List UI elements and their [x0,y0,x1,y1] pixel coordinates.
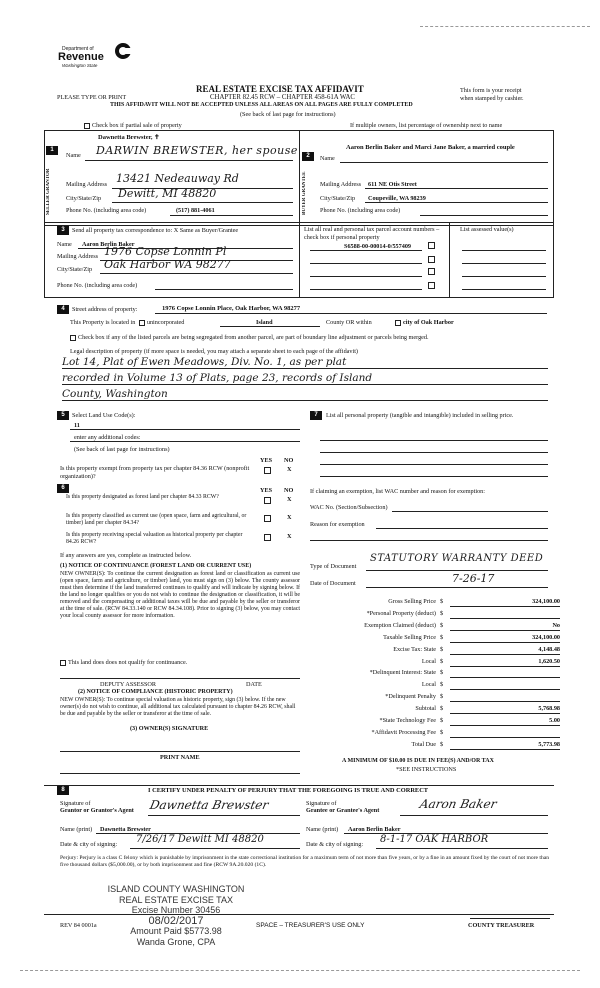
corr-city-value: Oak Harbor WA 98277 [104,258,231,271]
assessed-line-2 [462,263,546,264]
legal-line-2: recorded in Volume 13 of Plats, page 23, records of Island [62,372,373,384]
tax-row-value [450,681,560,690]
county-payment-stamp [96,884,256,947]
pp-line-2 [320,452,548,453]
tax-row-value: 4,148.48 [450,646,560,655]
s6-any-yes: If any answers are yes, complete as instructed below. [60,552,192,559]
located-row [70,319,184,326]
certify-heading: I CERTIFY UNDER PENALTY OF PERJURY THAT THE FOREGOING IS TRUE AND CORRECT [148,787,429,794]
tax-row-currency: $ [440,705,444,713]
exemption-heading: If claiming an exemption, list WAC number and reason for exemption: [310,488,485,495]
s6-q1: Is this property designated as forest land per chapter 84.33 RCW? [66,494,219,500]
tax-row [310,669,560,679]
tax-row [310,681,560,691]
print-name-line [60,773,300,774]
located-prefix: This Property is located in [70,319,136,326]
grantor-date-line [130,848,300,849]
partial-sale-row [84,122,182,129]
wac-label: WAC No. (Section/Subsection) [310,504,388,511]
tax-row-label: *State Technology Fee [379,717,436,724]
seller-name-typed: Dawnetta Brewster, ✝ [98,134,160,141]
pp-line-3 [320,464,548,465]
corr-phone-line [155,289,293,290]
grantor-name-label: Name (print) [60,826,93,833]
buyer-mailing-value: 611 NE Otis Street [368,181,417,188]
tax-row-currency: $ [440,645,444,653]
grantor-date-label: Date & city of signing: [60,841,118,848]
parcel-line-2 [310,263,422,264]
partial-sale-label: Check box if partial sale of property [92,122,182,129]
grantee-name-value: Aaron Berlin Baker [348,826,401,833]
county-treasurer-label: COUNTY TREASURER [468,922,535,929]
form-subtitle: CHAPTER 82.45 RCW – CHAPTER 458-61A WAC [210,94,355,101]
exempt-yes-checkbox[interactable] [264,467,271,474]
top-edge-rule [420,26,590,27]
tax-row [310,717,560,727]
buyer-mailing-line [365,188,548,189]
tax-row-label: Gross Selling Price [388,598,436,605]
agency-line2: Washington State [62,63,98,68]
tax-row-label: *Affidavit Processing Fee [371,728,436,736]
assessed-line-1 [462,250,546,251]
legal-label: Legal description of property (if more space is needed, you may attach a separate sheet to each page of the affidavit) [70,348,358,355]
tax-row-value [450,729,560,738]
tax-row-currency: $ [440,657,444,665]
dor-swirl-icon [114,42,132,60]
s6-q3-yes-checkbox[interactable] [264,534,271,541]
tax-row-value: 5,768.98 [450,705,560,714]
grantee-sig-label-1: Signature of [306,800,337,807]
stamp-line-6: Wanda Grone, CPA [136,936,216,947]
grantor-sig-label-2: Grantor or Grantor's Agent [60,807,134,814]
tax-row-currency: $ [440,621,444,629]
grantee-name-label: Name (print) [306,826,339,833]
exemption-reason-line-2 [310,540,548,541]
seller-mailing-value: 13421 Nedeauway Rd [116,172,239,185]
s6-yes-header: YES [260,487,273,494]
pp-line-4 [320,476,548,477]
land-does-checkbox[interactable] [60,660,66,666]
parcel-checkbox-4[interactable] [428,282,435,289]
exemption-reason-line [376,528,548,529]
tax-row-value: 5,773.98 [450,741,560,750]
grantor-sig-label-1: Signature of [60,800,91,807]
tax-row-label: Subtotal [415,705,436,713]
agency-logo-text: Revenue [58,51,104,63]
completion-warning: THIS AFFIDAVIT WILL NOT BE ACCEPTED UNLESS ALL AREAS ON ALL PAGES ARE FULLY COMPLETED [110,102,413,108]
tax-row-value: 5.00 [450,717,560,726]
parcel-line-4 [310,289,422,290]
seller-city-label: City/State/Zip [66,195,102,202]
exempt-answer: X [287,466,292,473]
grantee-sig-line [400,815,548,816]
land-use-yes-header: YES [260,457,273,464]
street-line [155,313,547,314]
notice2-title: (2) NOTICE OF COMPLIANCE (HISTORIC PROPERTY) [78,689,233,695]
corr-mailing-label: Mailing Address [57,253,99,260]
tax-row-label: Total Due [411,740,436,748]
tax-row-label: *Delinquent Interest: State [369,669,436,677]
corr-name-label: Name [57,241,72,248]
tax-row-currency: $ [440,669,444,677]
owner-signature-label: (3) OWNER(S) SIGNATURE [130,725,209,732]
seller-name-label: Name [66,152,81,159]
segregated-checkbox[interactable] [70,335,76,341]
buyer-name-label: Name [320,155,335,162]
buyer-phone-label: Phone No. (including area code) [320,207,401,214]
tax-row [310,729,560,739]
tax-row-value [450,669,560,678]
s6-q3: Is this property receiving special valuation as historical property per chapter 84.26 RCW? [66,532,243,545]
print-note: PLEASE TYPE OR PRINT [57,94,127,101]
parcel-value: S6588-00-00014-0/557409 [344,243,412,250]
tax-row-currency: $ [440,717,444,724]
tax-row-label: Local [421,681,436,689]
parties-divider [299,130,300,226]
correspondence-divider [299,222,300,298]
form-title: REAL ESTATE EXCISE TAX AFFIDAVIT [196,84,364,94]
section-8-badge: 8 [57,786,69,795]
s6-q1-yes-checkbox[interactable] [264,497,271,504]
buyer-mailing-label: Mailing Address [320,181,362,188]
s6-q2-yes-checkbox[interactable] [264,515,271,522]
stamp-line-2: REAL ESTATE EXCISE TAX [118,894,234,905]
section-5-badge: 5 [57,411,69,420]
bottom-edge-rule [20,970,580,971]
grantee-date-value: 8-1-17 OAK HARBOR [380,834,489,845]
tax-row [310,598,560,608]
land-qualify-text: This land does does not qualify for continuance. [68,659,188,666]
seller-phone-label: Phone No. (including area code) [66,207,147,214]
buyer-phone-line [420,215,548,216]
legal-rule-3 [62,400,548,401]
pp-line-1 [320,440,548,441]
receipt-note-1: This form is your receipt [460,87,522,94]
section-7-badge: 7 [310,411,322,420]
tax-row [310,741,560,751]
corr-name-value: Aaron Berlin Baker [82,241,135,248]
unincorporated-checkbox[interactable] [139,320,145,326]
seller-mailing-label: Mailing Address [66,181,108,188]
grantee-date-line [376,848,548,849]
notice1-title: (1) NOTICE OF CONTINUANCE (FOREST LAND OR CURRENT USE) [60,563,252,569]
land-use-line [70,429,300,430]
parcel-checkbox-3[interactable] [428,268,435,275]
tax-row-label: Local [421,657,436,665]
seller-side-label: SELLER GRANTOR [46,168,51,216]
doc-type-line [366,570,548,571]
tax-row [310,634,560,644]
seller-name-line [85,160,293,161]
tax-row-value: 1,620.50 [450,658,560,667]
exemption-reason-label: Reason for exemption [310,521,365,528]
section-1-badge: 1 [46,146,58,155]
parcel-col-divider [449,222,450,298]
receipt-note-2: when stamped by cashier. [460,95,524,102]
s6-q2-answer: X [287,514,292,521]
tax-row-currency: $ [440,740,444,748]
grantor-signature: Dawnetta Brewster [148,798,270,812]
tax-row-value: No [450,622,560,631]
tax-row [310,610,560,620]
doc-date-label: Date of Document [310,580,356,587]
parcel-line-3 [310,276,422,277]
segregated-label: Check box if any of the listed parcels are being segregated from another parcel, are part of boundary line adjustment or parcels being merged. [78,334,429,341]
tax-row-label: Exemption Claimed (deduct) [364,621,436,629]
owner-signature-line [60,751,300,752]
county-value: Island [256,319,273,326]
print-name-label: PRINT NAME [160,754,200,761]
parcel-checkbox-1[interactable] [428,242,435,249]
stamp-line-5: Amount Paid $5773.98 [130,926,222,936]
grantor-name-value: Dawnetta Brewster [100,826,151,833]
grantor-date-value: 7/26/17 Dewitt MI 48820 [136,834,264,845]
deputy-line [60,678,300,679]
tax-row [310,693,560,703]
seller-phone-line [170,215,293,216]
corr-mailing-value: 1976 Copse Lonnin Pl [104,245,227,258]
grantee-signature: Aaron Baker [418,797,498,811]
doc-type-label: Type of Document [310,563,357,570]
unincorporated-label: unincorporated [146,319,185,326]
legal-rule-2 [62,384,548,385]
dor-logo [58,42,148,76]
correspondence-heading: Send all property tax correspondence to: X Same as Buyer/Grantee [72,227,239,234]
agency-line1: Department of [62,46,94,52]
tax-row-currency: $ [440,728,444,736]
assessed-heading: List assessed value(s) [460,226,514,233]
notice1-body: NEW OWNER(S): To continue the current designation as forest land or classification as current use (open space, farm and agriculture, or timber) land, you must sign on (3) below. The county assessor must then determine if the land transferred continues to qualify and will indicate by signing below. If the land no longer qualifies or you do not wish to continue the designation or classification, it will be removed and the compensating or additional taxes will be due and payable by the seller or transferor at the time of sale. (RCW 84.33.140 or RCW 84.34.108). Prior to signing (3) below, you may contact your local county assessor for more information. [60,571,300,619]
parcel-checkbox-2[interactable] [428,256,435,263]
grantee-date-label: Date & city of signing: [306,841,364,848]
tax-row-value [450,693,560,702]
legal-line-1: Lot 14, Plat of Ewen Meadows, Div. No. 1, as per plat [62,356,347,368]
seller-city-value: Dewitt, MI 48820 [118,187,217,200]
section-4-badge: 4 [57,305,69,314]
tax-row-value: 324,100.00 [450,598,560,607]
street-label: Street address of property: [72,306,138,313]
doc-type-value: STATUTORY WARRANTY DEED [370,553,544,564]
multiple-owners-note: If multiple owners, list percentage of ownership next to name [350,122,503,129]
date-label: DATE [246,681,262,688]
section-3-badge: 3 [57,226,69,235]
tax-row-value: 324,100.00 [450,634,560,643]
s6-q3-answer: X [287,533,292,540]
minimum-fee-note: A MINIMUM OF $10.00 IS DUE IN FEE(S) AND/OR TAX [342,758,494,764]
city-of-checkbox[interactable] [395,320,401,326]
exempt-question: Is this property exempt from property tax per chapter 84.36 RCW (nonprofit organization)? [60,465,250,480]
parcel-heading: List all real and personal tax parcel account numbers – check box if personal property [304,226,440,241]
deputy-label: DEPUTY ASSESSOR [100,681,156,688]
tax-row-label: Taxable Selling Price [383,633,436,641]
additional-codes-line [70,441,300,442]
grantor-sig-line [148,815,300,816]
treasurer-line [470,918,550,919]
seller-phone-value: (517) 881-4061 [176,207,215,214]
section-2-badge: 2 [302,152,314,161]
city-of-row [395,319,454,326]
county-label: County OR within [326,319,372,326]
corr-city-line [100,273,293,274]
section-6-badge: 6 [57,484,69,493]
doc-date-line [366,587,548,588]
city-of-label: city of Oak Harbor [403,319,454,326]
instructions-note: (See back of last page for instructions) [240,111,336,118]
buyer-name-value: Aaron Berlin Baker and Marci Jane Baker, a married couple [346,144,515,151]
partial-sale-checkbox[interactable] [84,123,90,129]
tax-row-value [450,610,560,619]
personal-property-label: List all personal property (tangible and intangible) included in selling price. [326,412,514,419]
land-qualify-row [60,659,187,666]
certify-top-rule [44,785,554,786]
tax-row-label: Excise Tax: State [393,645,436,653]
notice2-body: NEW OWNER(S): To continue special valuation as historic property, sign (3) below. If the new owner(s) do not wish to continue, all additional tax calculated pursuant to chapter 84.26 RCW, shall be due and payable by the seller or transferor at the time of sale. [60,697,296,717]
buyer-city-label: City/State/Zip [320,195,356,202]
legal-rule-1 [62,368,548,369]
wac-line [392,511,548,512]
tax-row [310,646,560,656]
tax-row [310,622,560,632]
tax-row-currency: $ [440,681,444,689]
assessed-line-4 [462,289,546,290]
footer-top-rule [44,914,554,915]
seller-name-handwritten: DARWIN BREWSTER, her spouse [96,144,298,157]
doc-date-value: 7-26-17 [452,572,495,585]
street-value: 1976 Copse Lonnin Place, Oak Harbor, WA 98277 [162,305,301,312]
buyer-name-line [340,162,548,163]
seller-city-line [112,202,293,203]
tax-row [310,658,560,668]
tax-row-label: *Personal Property (deduct) [366,609,436,617]
grantee-sig-label-2: Grantee or Grantee's Agent [306,807,380,814]
tax-row-currency: $ [440,633,444,641]
legal-line-3: County, Washington [62,388,168,400]
land-use-label: Select Land Use Code(s): [72,412,136,419]
stamp-line-1: ISLAND COUNTY WASHINGTON [107,884,245,894]
tax-row-currency: $ [440,693,444,701]
buyer-city-value: Coupeville, WA 98239 [368,195,426,202]
s6-no-header: NO [284,487,294,494]
buyer-side-label: BUYER GRANTEE [302,171,307,215]
land-use-code: 11 [74,422,80,429]
tax-row [310,705,560,715]
tax-row-currency: $ [440,598,444,605]
county-line [220,326,320,327]
rev-number: REV 84 0001a [60,922,97,929]
perjury-note: Perjury: Perjury is a class C felony which is punishable by imprisonment in the state correctional institution for a maximum term of not more than five years, or by a fine in an amount fixed by the court of not more than five thousand dollars ($5,000.00), or by both imprisonment and fine (RCW 9A.20.020 (1C). [60,855,550,868]
assessed-line-3 [462,276,546,277]
stamp-line-4: 08/02/2017 [148,914,204,927]
corr-city-label: City/State/Zip [57,266,93,273]
land-use-no-header: NO [284,457,294,464]
s6-q2: Is this property classified as current use (open space, farm and agricultural, or timber) land per chapter 84.34? [66,513,247,526]
land-use-see-back: (See back of last page for instructions) [74,446,170,453]
segregated-row [70,334,550,341]
stamp-line-3: Excise Number 30456 [131,905,221,915]
tax-row-label: *Delinquent Penalty [385,693,436,701]
corr-phone-label: Phone No. (including area code) [57,282,138,289]
buyer-city-line [365,202,548,203]
treasurer-space-label: SPACE – TREASURER'S USE ONLY [256,922,365,929]
tax-row-currency: $ [440,609,444,617]
see-instructions-note: *SEE INSTRUCTIONS [396,766,457,773]
parcel-line-1 [310,250,422,251]
additional-codes-label: enter any additional codes: [74,434,141,441]
s6-q1-answer: X [287,496,292,503]
